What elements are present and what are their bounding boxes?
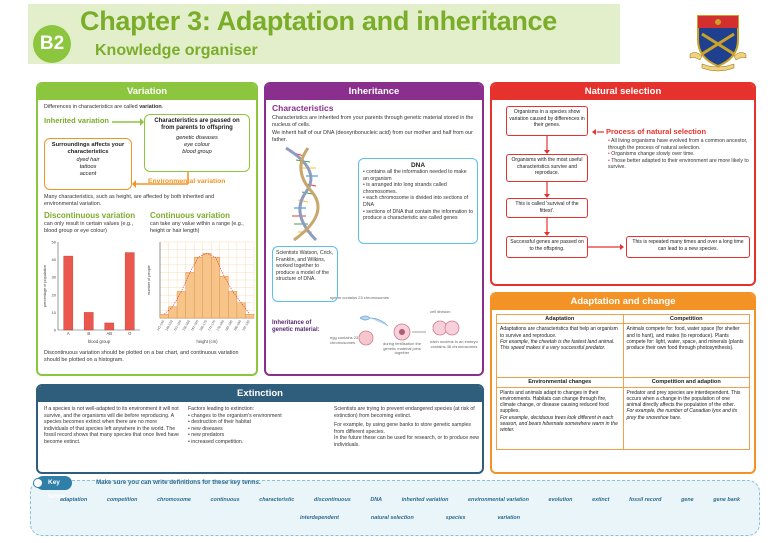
variation-intro: Differences in characteristics are called variation. [44, 104, 164, 110]
adaptation-cell-head: Adaptation [497, 315, 624, 324]
dna-item: • sections of DNA that contain the information to produce a characteristic are called genes [363, 208, 473, 222]
key-term: continuous [210, 497, 240, 503]
competition-adaption-head: Competition and adaption [623, 378, 750, 387]
page-subtitle: Knowledge organiser [95, 42, 258, 59]
key-term: characteristic [259, 497, 295, 503]
process-item: • Those better adapted to their environment are more likely to survive. [608, 157, 749, 171]
key-term: interdependent [300, 515, 339, 521]
key-terms-badge: Key terms [36, 476, 72, 490]
dna-item-text: is arranged into long strands called chromosomes. [363, 182, 447, 195]
extinction-heading: Extinction [38, 386, 482, 402]
dna-item: • each chromosome is divided into sections of DNA [363, 195, 469, 208]
pencil-icon [33, 478, 43, 488]
bar [194, 257, 203, 318]
diagram-label: cell division [430, 309, 451, 314]
diagram-label: sperm contains 23 chromosomes [330, 295, 389, 300]
key-term: DNA [370, 497, 383, 503]
diagram-label: each nucleus in an embryo contains 46 chromosomes [430, 339, 478, 349]
key-term: inherited variation [401, 497, 449, 503]
factor-item: • changes to the organism's environment [188, 412, 282, 419]
x-tick-label: 171-175 [207, 319, 217, 332]
dna-helix-image [272, 146, 342, 242]
natural-selection-heading: Natural selection [492, 84, 754, 100]
bar [105, 323, 114, 330]
surroundings-item: dyed hair [76, 157, 100, 163]
competition-cell-text: Animals compete for: food, water space (for shelter and to hunt), and mates (to reproduce). Plants compete for: light, water, space, and minerals (plants produce their own food through photosynthesis). [626, 326, 744, 352]
bar [203, 253, 212, 318]
x-axis-label: blood group [87, 339, 111, 344]
bar [169, 307, 178, 318]
chapter-badge: B2 [33, 25, 71, 63]
inherited-item: eye colour [184, 141, 210, 148]
many-characteristics-text: Many characteristics, such as height, are affected by both inherited and environmental variation. [44, 194, 215, 207]
continuous-desc: can take any value within a range (e.g., height or hair length) [150, 221, 244, 234]
bar [125, 253, 134, 330]
inherited-box-title: Characteristics are passed on from parents to offspring [154, 118, 240, 132]
dna-box-title: DNA [410, 162, 426, 169]
bar [177, 291, 186, 318]
key-term: fossil record [629, 497, 662, 503]
adaptation-cell [497, 324, 624, 378]
surroundings-title: Surroundings affects your characteristics [51, 142, 125, 155]
extinction-col3-text: For example, by using gene banks to store genetic samples from different species. [334, 422, 471, 435]
key-term: discontinuous [313, 497, 351, 503]
competition-adaption-cell [623, 387, 750, 449]
y-tick-label: 0 [53, 327, 56, 333]
diagram-label: during fertilisation the genetic material joins together [382, 341, 422, 356]
discontinuous-title: Discontinuous variation [44, 211, 136, 220]
process-item: • All living organisms have evolved from a common ancestor, through the process of natural selection. [608, 138, 748, 151]
characteristics-subhead: Characteristics [272, 103, 334, 113]
key-term: adaptation [60, 497, 88, 503]
extinction-panel [36, 384, 484, 474]
y-tick-label: 50 [51, 239, 56, 245]
y-tick-label: 30 [51, 274, 56, 280]
process-title: Process of natural selection [606, 127, 707, 136]
y-tick-label: 40 [51, 257, 56, 263]
surroundings-item: tattoos [79, 164, 97, 170]
natural-selection-panel [490, 82, 756, 286]
discontinuous-desc: can only result in certain values (e.g., blood group or eye colour) [44, 221, 133, 234]
bar [228, 291, 237, 318]
y-tick-label: 20 [51, 292, 56, 298]
variation-intro-text: Differences in characteristics are called [44, 104, 140, 110]
dna-item-text: sections of DNA that contain the information to produce a characteristic are called genes [363, 208, 473, 222]
continuous-title: Continuous variation [150, 211, 230, 220]
key-term: natural selection [370, 515, 414, 521]
x-tick-label: 181-185 [224, 319, 234, 332]
inherited-variation-label: Inherited variation [44, 116, 110, 125]
competition-adaption-example: For example, the number of Canadian lynx and its prey the snowshoe hare. [626, 408, 738, 421]
key-term: environmental variation [468, 497, 529, 503]
key-terms-instruction: Make sure you can write definitions for these key terms. [96, 479, 261, 486]
bar [64, 256, 73, 330]
factor-item: • increased competition. [188, 438, 244, 445]
environmental-changes-example: For example, deciduous trees look different in each season, and bears hibernate somewhere warm in the winter. [500, 414, 618, 434]
x-tick-label: 176-180 [215, 319, 225, 332]
variation-intro-bold: variation [139, 104, 162, 110]
factor-item-text: new diseases [191, 425, 223, 432]
key-term: chromosome [157, 497, 191, 503]
key-term: gene [681, 497, 694, 503]
bar [245, 314, 254, 318]
bar [84, 312, 93, 330]
key-term: variation [497, 515, 520, 521]
bar [160, 314, 169, 318]
factor-item-text: destruction of their habitat [191, 419, 251, 425]
variation-arrows [38, 84, 260, 204]
x-tick-label: A [66, 331, 70, 336]
bar [211, 257, 220, 318]
inheritance-genetic-label: Inheritance of genetic material: [272, 320, 320, 333]
dna-item: • contains all the information needed to make an organism [363, 169, 467, 182]
x-tick-label: 156-160 [181, 319, 191, 332]
scientists-text: Scientists Watson, Crick, Franklin, and Wilkins, worked together to produce a model of the structure of DNA. [276, 250, 334, 282]
school-crest-logo [688, 10, 748, 72]
adaptation-grid [492, 310, 754, 454]
environmental-changes-cell [497, 387, 624, 449]
scientists-box [272, 246, 338, 302]
inheritance-heading: Inheritance [266, 84, 482, 100]
bar [220, 276, 229, 318]
page-title: Chapter 3: Adaptation and inheritance [80, 6, 557, 36]
process-item-text: All living organisms have evolved from a common ancestor, through the process of natural selection. [608, 138, 748, 151]
factor-item: • new diseases [188, 425, 223, 432]
x-tick-label: 166-170 [198, 319, 208, 332]
x-tick-label: 146-150 [164, 319, 174, 332]
extinction-col3 [334, 406, 480, 448]
y-axis-label: number of people [147, 265, 151, 295]
factor-item: • destruction of their habitat [188, 419, 251, 425]
extinction-col3-text: In the future these can be used for research, or to produce new individuals. [334, 435, 480, 448]
competition-adaption-text: Predator and prey species are interdependent. This occurs when a change in the population of one animal directly affects the population of the other. [626, 389, 741, 409]
environmental-variation-label: Environmental variation [148, 178, 226, 185]
bar [237, 303, 246, 318]
key-term: evolution [548, 497, 573, 503]
height-histogram [146, 234, 256, 344]
key-terms-panel [30, 480, 760, 536]
extinction-col1: If a species is not well-adapted to its environment it will not survive, and the organisms will die before reproducing. A species becomes extinct when there are no more individuals of that species left anywhere in the world. The fossil record shows that many species that once lived have become extinct. [44, 406, 179, 445]
factor-item-text: new predators [191, 432, 225, 438]
process-item: • Organisms change slowly over time. [608, 151, 695, 158]
inheritance-p1: Characteristics are inherited from your parents through genetic material stored in the nucleus of cells. [272, 115, 474, 128]
key-term: gene bank [713, 497, 740, 503]
process-item-text: Organisms change slowly over time. [611, 151, 695, 158]
adaptation-cell-example: For example, the cheetah is the fastest land animal. This speed makes it a very successful predator. [500, 338, 615, 352]
x-tick-label: AB [106, 331, 113, 336]
ns-flow-step: Successful genes are passed on to the offspring. [506, 236, 588, 258]
diagram-labels [330, 295, 480, 378]
factor-item-text: increased competition. [191, 438, 244, 445]
x-tick-label: 161-165 [190, 319, 200, 332]
key-terms-row1 [60, 497, 740, 503]
factors-title: Factors leading to extinction: [188, 406, 255, 412]
adaptation-cell-text: Adaptations are characteristics that help an organism to survive and reproduce. [500, 326, 618, 339]
blood-group-bar-chart [42, 234, 144, 344]
key-term: competition [106, 497, 138, 503]
inherited-item: blood group [182, 148, 212, 155]
factor-item-text: changes to the organism's environment [191, 412, 282, 419]
diagram-label: egg contains 23 chromosomes [330, 335, 359, 345]
ns-flow-step: This is called 'survival of the fittest'. [506, 198, 588, 218]
plotting-advice: Discontinuous variation should be plotted on a bar chart, and continuous variation should be plotted on a histogram. [44, 350, 239, 363]
dna-item: • is arranged into long strands called chromosomes. [363, 182, 447, 195]
key-terms-row2 [300, 515, 520, 521]
process-item-text: Those better adapted to their environment are more likely to survive. [608, 157, 749, 171]
dna-item-text: contains all the information needed to make an organism [363, 169, 467, 182]
inherited-item: genetic diseases [176, 134, 218, 141]
factor-item: • new predators [188, 432, 225, 438]
extinction-col3-text: Scientists are trying to prevent endangered species (at risk of extinction) from becoming extinct. [334, 406, 475, 419]
bar [186, 272, 195, 318]
environmental-changes-head: Environmental changes [497, 378, 624, 387]
adaptation-panel [490, 292, 756, 474]
x-axis-label: height (cm) [196, 339, 218, 344]
ns-repeat-box: This is repeated many times and over a long time can lead to a new species. [626, 236, 750, 258]
ns-flow-step: Organisms in a species show variation caused by differences in their genes. [506, 106, 588, 136]
x-tick-label: O [128, 331, 132, 336]
competition-cell [623, 324, 750, 378]
dna-box [358, 158, 478, 244]
x-tick-label: 141-145 [155, 319, 166, 332]
x-tick-label: 151-155 [172, 319, 183, 332]
key-term: extinct [592, 497, 610, 503]
extinction-factors [188, 406, 328, 445]
x-tick-label: 186-190 [232, 319, 243, 332]
inheritance-panel [264, 82, 484, 376]
process-list [608, 138, 752, 171]
environmental-changes-text: Plants and animals adapt to changes in their environments. Habitats can change through fire, climate change, or disease causing reduced food supplies. [500, 389, 609, 415]
ns-flow-step: Organisms with the most useful characteristics survive and reproduce. [506, 154, 588, 182]
variation-heading: Variation [38, 84, 256, 100]
adaptation-heading: Adaptation and change [492, 294, 754, 310]
y-tick-label: 10 [51, 309, 56, 315]
competition-cell-head: Competition [623, 315, 750, 324]
surroundings-item: accent [79, 171, 97, 177]
dna-item-text: each chromosome is divided into sections of DNA [363, 195, 469, 208]
variation-panel [36, 82, 258, 376]
x-tick-label: 191-195 [241, 319, 251, 332]
y-axis-label: percentage of population [43, 265, 47, 307]
key-term: species [445, 515, 466, 521]
inheritance-p2: We inherit half of our DNA (deoxyribonucleic acid) from our mother and half from our father. [272, 130, 473, 143]
x-tick-label: B [87, 331, 91, 336]
